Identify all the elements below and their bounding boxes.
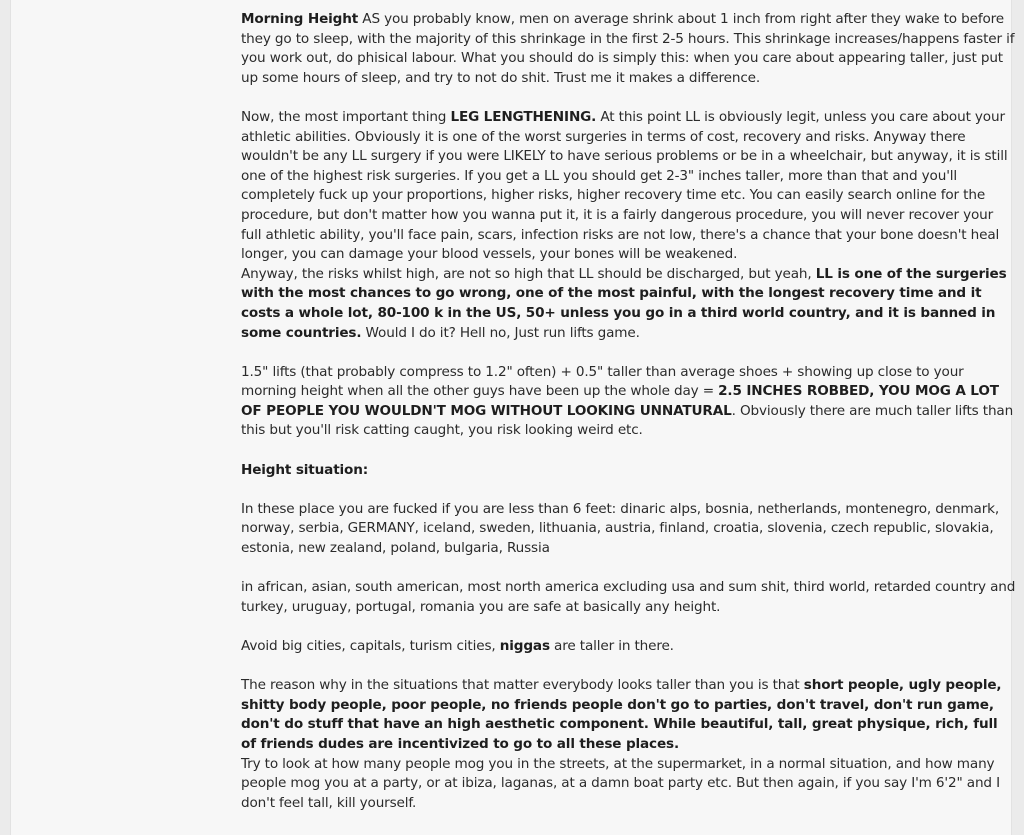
paragraph-spacer (241, 657, 1017, 677)
cities-outro: are taller in there. (549, 638, 674, 654)
paragraph-spacer (241, 480, 1017, 500)
morning-height-heading: Morning Height (241, 11, 359, 27)
risks-paragraph (241, 265, 1017, 343)
reason-intro: The reason why in the situations that matter everybody looks taller than you is that (241, 677, 804, 694)
cities-bold: niggas (499, 638, 550, 654)
leg-lengthening-text: At this point LL is obviously legit, unless you care about your athletic abilities. Obviously it is one of the worst surgeries in terms of cost, recovery and risks. Anyway there wouldn't be any LL surgery if you were LIKELY to have serious problems or be in a wheelchair, but anyway, it is still one of the highest risk surgeries. If you get a LL you should get 2-3" inches taller, more than that and you'll completely fuck up your proportions, higher risks, higher recovery time etc. You can easily search online for the procedure, but don't matter how you wanna put it, it is a fairly dangerous procedure, you will never recover your full athletic ability, you'll face pain, scars, infection risks are not low, there's a chance that your bone doesn't heal longer, you can damage your blood vessels, your bones will be weakened. (241, 108, 1008, 263)
risks-intro: Anyway, the risks whilst high, are not so high that LL should be discharged, but yeah, (241, 265, 816, 282)
paragraph-spacer (241, 559, 1017, 579)
lifts-intro: 1.5" lifts (that probably compress to 1.2" often) + 0.5" taller than average shoes + showing up close to your morning height when all the other guys have been up the whole day = (241, 363, 964, 400)
reason-paragraph (241, 676, 1017, 754)
lifts-paragraph (241, 363, 1017, 441)
height-situation-paragraph (241, 461, 1017, 481)
leg-lengthening-heading: LEG LENGTHENING. (450, 108, 597, 125)
post-panel (10, 0, 1016, 835)
risks-outro: Would I do it? Hell no, Just run lifts game. (361, 324, 640, 341)
safe-countries-paragraph: in african, asian, south american, most north america excluding usa and sum shit, third world, retarded country and turkey, uruguay, portugal, romania you are safe at basically any height. (241, 579, 1016, 615)
leg-lengthening-paragraph (241, 108, 1017, 265)
paragraph-spacer (241, 617, 1017, 637)
morning-height-paragraph (241, 10, 1017, 88)
cities-intro: Avoid big cities, capitals, turism cities, (241, 638, 500, 654)
paragraph-spacer (241, 343, 1017, 363)
height-situation-heading: Height situation: (241, 461, 369, 478)
tall-countries-paragraph: In these place you are fucked if you are less than 6 feet: dinaric alps, bosnia, netherlands, montenegro, denmark, norway, serbia, GERMANY, iceland, sweden, lithuania, austria, finland, croatia, slovenia, czech republic, slovakia, estonia, new zealand, poland, bulgaria, Russia (241, 500, 1000, 557)
leg-lengthening-intro: Now, the most important thing (241, 108, 451, 125)
cities-paragraph (241, 637, 1017, 657)
lifts-bold: 2.5 INCHES ROBBED, YOU MOG A LOT OF PEOPLE YOU WOULDN'T MOG WITHOUT LOOKING UNNATURAL (241, 383, 999, 419)
paragraph-spacer (241, 441, 1017, 461)
closing-paragraph: Try to look at how many people mog you in the streets, at the supermarket, in a normal situation, and how many people mog you at a party, or at ibiza, laganas, at a damn boat party etc. But then again, if you say I'm 6'2" and I don't feel tall, kill yourself. (241, 755, 1000, 811)
reason-bold: short people, ugly people, shitty body people, poor people, no friends people don't go to parties, don't travel, don't run game, don't do stuff that have an high aesthetic component. While beautiful, tall, great physique, rich, full of friends dudes are incentivized to go to all these places. (241, 677, 1002, 752)
lifts-outro: . Obviously there are much taller lifts than this but you'll risk catting caught, you risk looking weird etc. (241, 402, 1014, 439)
post-body (241, 10, 1017, 813)
paragraph-spacer (241, 88, 1017, 108)
morning-height-text: AS you probably know, men on average shrink about 1 inch from right after they wake to before they go to sleep, with the majority of this shrinkage in the first 2-5 hours. This shrinkage increases/happens faster if you work out, do phisical labour. What you should do is simply this: when you care about appearing taller, just put up some hours of sleep, and try to not do shit. Trust me it makes a difference. (241, 11, 1015, 86)
risks-bold: LL is one of the surgeries with the most chances to go wrong, one of the most painful, with the longest recovery time and it costs a whole lot, 80-100 k in the US, 50+ unless you go in a third world country, and it is banned in some countries. (241, 265, 1007, 341)
